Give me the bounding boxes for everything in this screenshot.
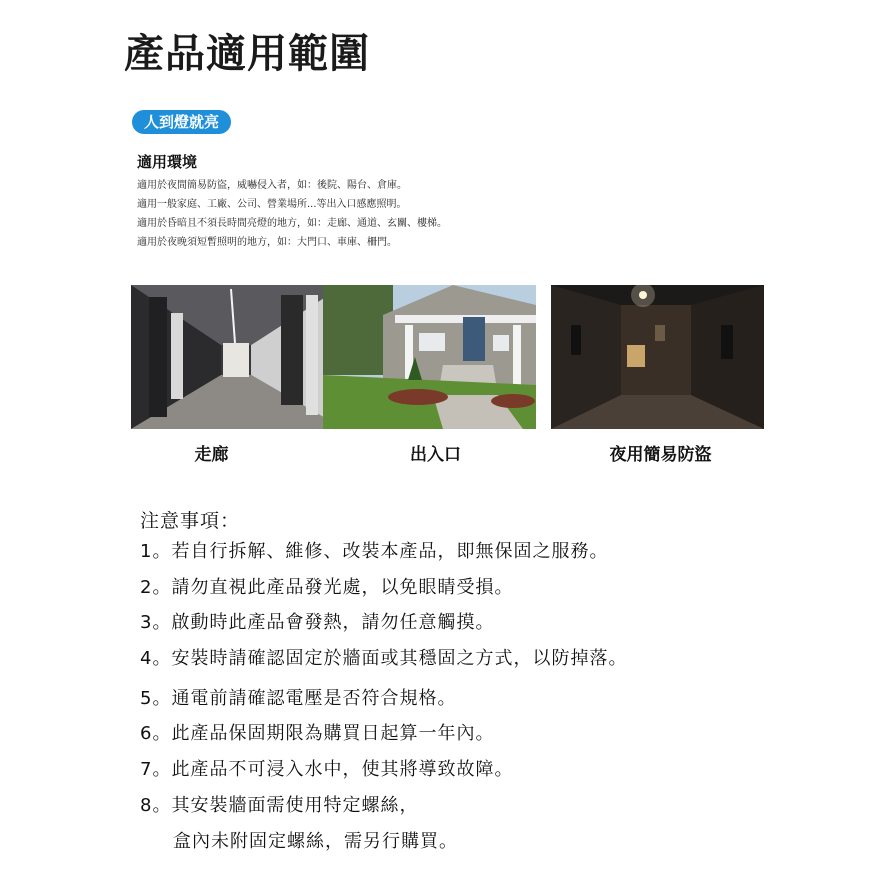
environment-heading: 適用環境: [137, 153, 198, 171]
notes-heading: 注意事項：: [140, 510, 241, 532]
note-item: 8。其安裝牆面需使用特定螺絲，: [140, 794, 419, 816]
note-continuation: 盒內未附固定螺絲，需另行購買。: [173, 830, 458, 852]
environment-line: 適用於昏暗且不須長時間亮燈的地方，如：走廊、通道、玄關、樓梯。: [137, 218, 447, 229]
entrance-caption: 出入口: [410, 445, 461, 465]
note-item: 3。啟動時此產品會發熱，請勿任意觸摸。: [140, 612, 495, 634]
note-item: 1。若自行拆解、維修、改裝本產品，即無保固之服務。: [140, 541, 609, 562]
environment-line: 適用於夜間簡易防盜，威嚇侵入者，如：後院、陽台、倉庫。: [137, 180, 407, 191]
corridor-caption: 走廊: [194, 445, 229, 465]
feature-badge: 人到燈就亮: [132, 110, 231, 134]
environment-line: 適用於夜晚須短暫照明的地方，如：大門口、車庫、柵門。: [137, 237, 397, 248]
corridor-photo: [131, 285, 344, 429]
note-item: 5。通電前請確認電壓是否符合規格。: [140, 687, 457, 709]
note-item: 4。安裝時請確認固定於牆面或其穩固之方式，以防掉落。: [140, 648, 628, 670]
note-item: 6。此產品保固期限為購買日起算一年內。: [140, 723, 495, 745]
environment-list: [137, 176, 447, 252]
notes-list: [140, 537, 627, 862]
night-alley-photo: [551, 285, 764, 429]
entrance-photo: [323, 285, 536, 429]
note-item: 7。此產品不可浸入水中，使其將導致故障。: [140, 759, 514, 781]
page-title: 產品適用範圍: [124, 31, 370, 77]
night-caption: 夜用簡易防盜: [609, 445, 712, 465]
environment-line: 適用一般家庭、工廠、公司、營業場所...等出入口感應照明。: [137, 199, 407, 210]
note-item: 2。請勿直視此產品發光處，以免眼睛受損。: [140, 576, 514, 598]
